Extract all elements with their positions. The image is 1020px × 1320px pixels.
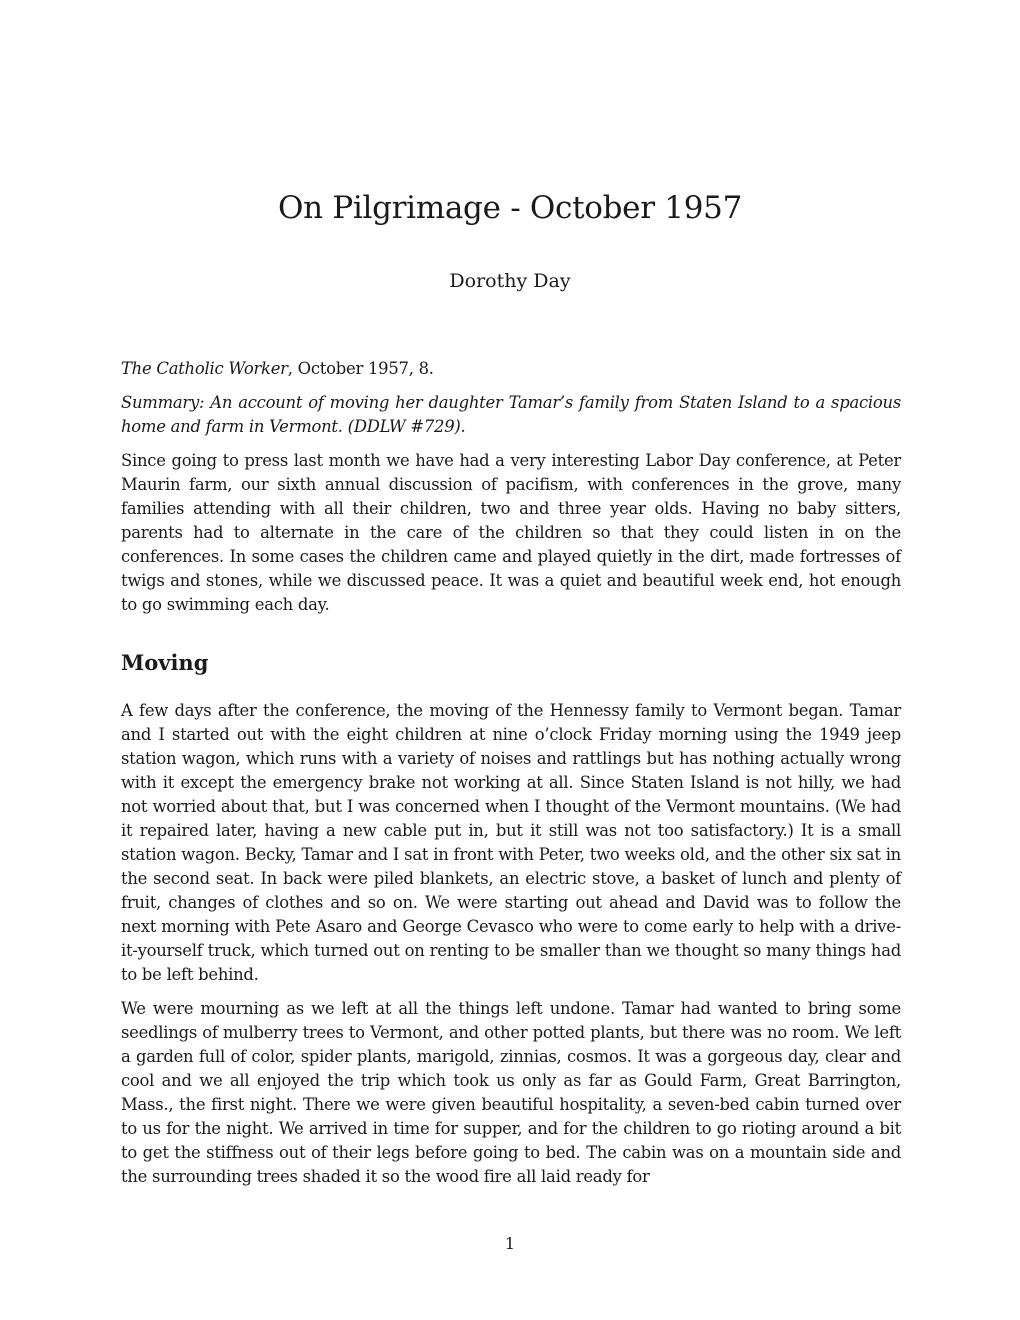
citation — [121, 357, 901, 381]
paragraph: We were mourning as we left at all the things left undone. Tamar had wanted to bring some seedlings of mulberry trees to Vermont, and other potted plants, but there was no room. We left a garden full of color, spider plants, marigold, zinnias, cosmos. It was a gorgeous day, clear and cool and we all enjoyed the trip which took us only as far as Gould Farm, Great Barrington, Mass., the first night. There we were given beautiful hospitality, a seven-bed cabin turned over to us for the night. We arrived in time for supper, and for the children to go rioting around a bit to get the stiffness out of their legs before going to bed. The cabin was on a mountain side and the surrounding trees shaded it so the wood fire all laid ready for — [121, 999, 901, 1186]
article-body — [121, 357, 901, 1199]
publication-name: The Catholic Worker — [121, 359, 288, 378]
section-heading: Moving — [121, 650, 209, 675]
citation-details: , October 1957, 8. — [287, 359, 434, 378]
author-name: Dorothy Day — [449, 270, 571, 292]
summary: Summary: An account of moving her daughter Tamar’s family from Staten Island to a spacious home and farm in Vermont. (DDLW #729). — [121, 393, 901, 436]
intro-paragraph: Since going to press last month we have had a very interesting Labor Day conference, at Peter Maurin farm, our sixth annual discussion of pacifism, with conferences in the grove, many families attending with all their children, two and three year olds. Having no baby sitters, parents had to alternate in the care of the children so that they could listen in on the conferences. In some cases the children came and played quietly in the dirt, made fortresses of twigs and stones, while we discussed peace. It was a quiet and beautiful week end, hot enough to go swimming each day. — [121, 451, 901, 614]
page-number: 1 — [504, 1234, 516, 1253]
paragraph: A few days after the conference, the moving of the Hennessy family to Vermont began. Tamar and I started out with the eight children at nine o’clock Friday morning using the 1949 jeep station wagon, which runs with a variety of noises and rattlings but has nothing actually wrong with it except the emergency brake not working at all. Since Staten Island is not hilly, we had not worried about that, but I was concerned when I thought of the Vermont mountains. (We had it repaired later, having a new cable put in, but it still was not too satisfactory.) It is a small station wagon. Becky, Tamar and I sat in front with Peter, two weeks old, and the other six sat in the second seat. In back were piled blankets, an electric stove, a basket of lunch and plenty of fruit, changes of clothes and so on. We were starting out ahead and David was to follow the next morning with Pete Asaro and George Cevasco who were to come early to help with a drive-it-yourself truck, which turned out on renting to be smaller than we thought so many things had to be left behind. — [121, 701, 901, 984]
page-title: On Pilgrimage - October 1957 — [277, 190, 742, 226]
